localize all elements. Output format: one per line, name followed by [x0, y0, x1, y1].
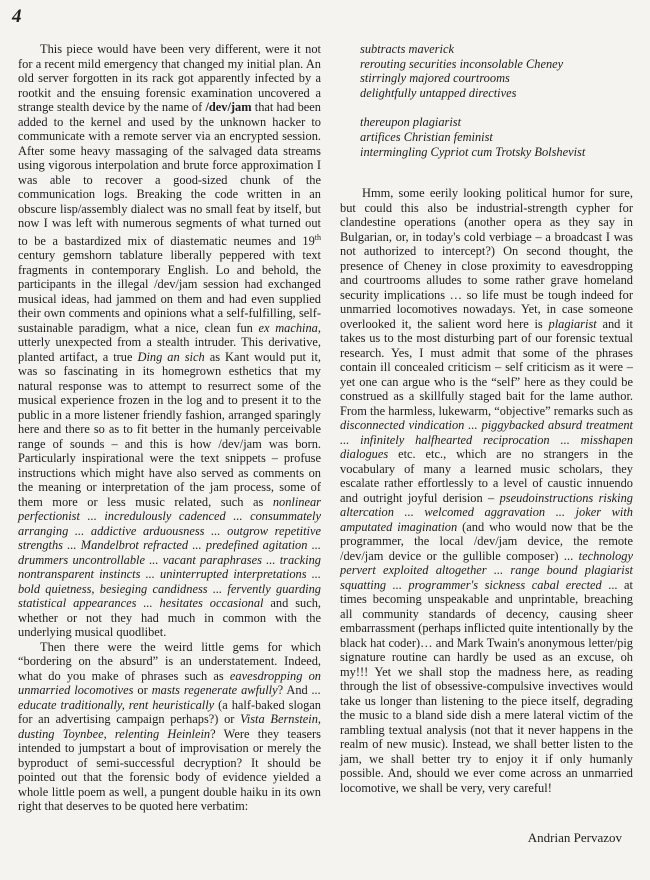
haiku-stanza-1	[360, 42, 633, 100]
right-column	[340, 42, 633, 795]
poem-line: artifices Christian feminist	[360, 129, 493, 144]
poem-line: stirringly majored courtrooms	[360, 71, 510, 86]
paragraph-analysis: Hmm, some eerily looking political humor for sure, but could this also be industrial-strength cypher for clandestine operations (another opera as they say in Bulgarian, or, in today's cold verbiage – a broadcast I was not authorized to intercept?) On second thought, the presence of Cheney in close proximity to eavesdropping and courtrooms alludes to some rather grave homeland security implications … so life must be tough indeed for unmarried locomotives nowadays. Yet, in case someone overlooked it, the salient word here is plagiarist and it takes us to the most disturbing part of our forensic textual research. Yes, I must admit that some of the phrases contain ill concealed criticism – self criticism as it were – yet one can argue who is the “self” here as they could be construed as a skillfully staged bait for the lame author. From the harmless, lukewarm, “objective” remarks such as disconnected vindication ... piggybacked absurd treatment ... infinitely halfhearted reciprocation ... misshapen dialogues etc. etc., which are no strangers in the vocabulary of many a learned music scholars, they escalate rather effortlessly to a level of caustic innuendo and outright joyful derision – pseudoinstructions risking altercation ... welcomed aggravation ... joker with amputated imagination (and who would now that be the programmer, the local /dev/jam device, the remote /dev/jam device or the gullible composer) ... technology pervert exploited altogether ... range bound plagiarist squatting ... programmer's sickness cabal erected ... at times becoming unspeakable and unprintable, breaching all community standards of decency, causing sheer embarrassment (perhaps inflicted quite intentionally by the black hat coder)… and Mark Twain's anonymous letter/pig signature routine can hardly be used as an excuse, oh my!!! Yet we shall stop the madness here, as reading through the list of obsessive-compulsive invectives would take us longer than listening to the piece itself, degrading the music to a bland side dish a mere lateral victim of the rambling textual analysis (not that it never happens in the realm of new music). Instead, we shall better listen to the jam, we shall better try to enjoy it if only humanly possible. And, should we ever come across an unmarried locomotive, we shall be very, very careful!	[340, 186, 634, 795]
poem-line: thereupon plagiarist	[360, 115, 462, 130]
poem-line: intermingling Cypriot cum Trotsky Bolshevist	[360, 144, 586, 159]
poem-line: rerouting securities inconsolable Cheney	[360, 56, 564, 71]
author-signature: Andrian Pervazov	[527, 830, 622, 845]
paragraph-intro: This piece would have been very different, were it not for a recent mild emergency that changed my initial plan. An old server forgotten in its rack got apparently infected by a rootkit and the ensuing forensic examination uncovered a strange stealth device by the name of /dev/jam that had been added to the kernel and used by the unknown hacker to communicate with a remote server via an encrypted session. After some heavy massaging of the salvaged data streams using vigorous interpolation and brute force approximation I was able to recover a good-sized chunk of the communication logs. Breaking the code written in an obscure lisp/assembly dialect was no small feat by itself, but now I was left with numerous segments of what turned out to be a bastardized mix of diastematic neumes and 19th century gemshorn tablature liberally peppered with text fragments in contemporary English. Lo and behold, the participants in the illegal /dev/jam session had exchanged musical ideas, had jammed on them and had even supplied their own comments and opinions what a self-fulfilling, self-sustainable paradigm, what a nice, clean fun ex machina, utterly unexpected from a stealth intruder. This derivative, planted artifact, a true Ding an sich as Kant would put it, was so fascinating in its homegrown esthetics that my natural response was to attempt to resurrect some of the musical experience frozen in the log and to present it to the public in a more listener friendly fashion, arranged sparingly here and there so as to fit better in the humanly perceivable range of sounds – and this is how /dev/jam was born. Particularly inspirational were the text snippets – profuse instructions which might have also served as comments on the meaning or interpretation of the jam process, some of them more or less music related, such as nonlinear perfectionist ... incredulously cadenced ... consummately arranging ... addictive arduousness ... outgrow repetitive strengths ... Mandelbrot refracted ... predefined agitation ... drummers uncontrollable ... vacant paraphrases ... tracking nontransparent instincts ... uninterrupted interpretations ... bold quietness, besieging candidness ... fervently guarding statistical appearances ... hesitates occasional and such, whether or not they had much in common with the underlying musical quodlibet.	[18, 42, 321, 640]
haiku-poem	[360, 42, 633, 159]
left-column	[18, 42, 321, 814]
page-number: 4	[12, 6, 22, 27]
poem-line: delightfully untapped directives	[360, 85, 517, 100]
poem-line: subtracts maverick	[360, 42, 454, 56]
haiku-stanza-2	[360, 115, 633, 159]
paragraph-absurd: Then there were the weird little gems for which “bordering on the absurd” is an understatement. Indeed, what do you make of phrases such as eavesdropping on unmarried locomotives or masts regenerate awfully? And ... educate traditionally, rent heuristically (a half-baked slogan for an advertising campaign perhaps?) or Vista Bernstein, dusting Toynbee, relenting Heinlein? Were they teasers intended to jumpstart a bout of improvisation or merely the byproduct of semi-successful decryption? It should be pointed out that the forensic body of evidence yielded a whole little poem as well, a pungent double haiku in its own right that deserves to be quoted here verbatim:	[18, 639, 321, 814]
